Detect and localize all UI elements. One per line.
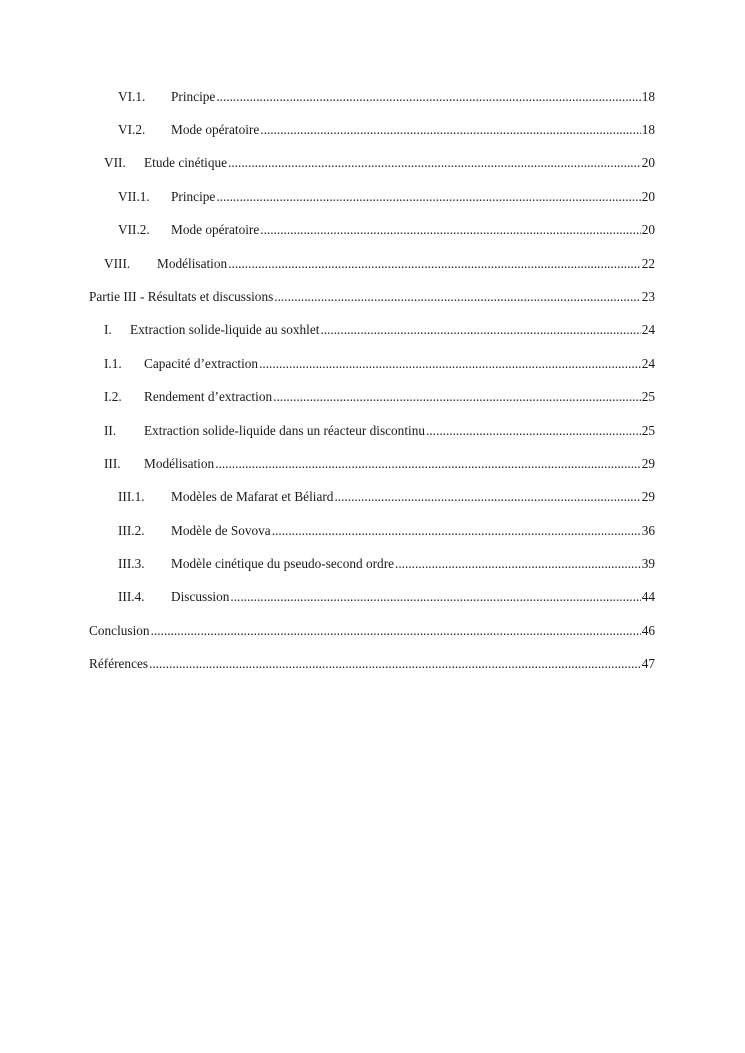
toc-entry[interactable] <box>104 455 655 473</box>
toc-entry-number: I. <box>104 322 112 337</box>
toc-entry[interactable] <box>118 522 655 540</box>
toc-entry-page: 18 <box>641 89 655 104</box>
toc-entry[interactable] <box>118 88 655 106</box>
toc-entry[interactable] <box>118 488 655 506</box>
toc-entry-number: I.2. <box>104 389 122 404</box>
toc-entry-page: 24 <box>641 356 655 371</box>
dot-leader <box>151 622 641 640</box>
toc-entry-page: 46 <box>641 623 655 638</box>
toc-entry-title: Conclusion <box>89 623 150 638</box>
toc-entry[interactable] <box>89 655 655 673</box>
toc-entry[interactable] <box>104 154 655 172</box>
dot-leader <box>259 355 641 373</box>
toc-entry-page: 25 <box>641 389 655 404</box>
toc-entry-page: 23 <box>641 289 655 304</box>
toc-entry-title: Rendement d’extraction <box>144 389 273 404</box>
toc-entry[interactable] <box>118 588 655 606</box>
toc-entry-page: 29 <box>641 489 655 504</box>
toc-entry-number: VII.1. <box>118 189 150 204</box>
toc-entry-page: 24 <box>641 322 655 337</box>
toc-entry-number: VI.1. <box>118 89 146 104</box>
dot-leader <box>274 288 640 306</box>
toc-entry-title: Modèle de Sovova <box>171 523 271 538</box>
toc-entry-page: 20 <box>641 189 655 204</box>
toc-entry-page: 25 <box>641 423 655 438</box>
toc-entry-number: VII.2. <box>118 222 150 237</box>
toc-entry-title: Extraction solide-liquide dans un réacteur discontinu <box>144 423 426 438</box>
toc-entry-page: 22 <box>641 256 655 271</box>
toc-entry-title: Références <box>89 656 149 671</box>
toc-entry-page: 20 <box>641 155 655 170</box>
dot-leader <box>273 388 641 406</box>
toc-entry-number: III.2. <box>118 523 145 538</box>
toc-entry-title: Partie III - Résultats et discussions <box>89 289 274 304</box>
toc-entry[interactable] <box>118 221 655 239</box>
dot-leader <box>149 655 641 673</box>
dot-leader <box>216 188 640 206</box>
toc-entry[interactable] <box>89 288 655 306</box>
toc-entry[interactable] <box>118 121 655 139</box>
toc-entry-page: 47 <box>641 656 655 671</box>
dot-leader <box>334 488 640 506</box>
toc-entry-number: VI.2. <box>118 122 146 137</box>
toc-entry-page: 20 <box>641 222 655 237</box>
toc-entry-number: III.4. <box>118 589 145 604</box>
dot-leader <box>272 522 641 540</box>
toc-entry-number: III.3. <box>118 556 145 571</box>
toc-entry-title: Principe <box>171 189 216 204</box>
toc-entry-title: Modèles de Mafarat et Béliard <box>171 489 334 504</box>
dot-leader <box>228 154 641 172</box>
toc-entry[interactable] <box>104 422 655 440</box>
toc-entry-title: Modélisation <box>144 456 215 471</box>
toc-entry-title: Discussion <box>171 589 230 604</box>
toc-entry-number: VIII. <box>104 256 131 271</box>
toc-entry[interactable] <box>118 555 655 573</box>
toc-entry[interactable] <box>104 321 655 339</box>
toc-entry-page: 44 <box>641 589 655 604</box>
toc-entry-page: 29 <box>641 456 655 471</box>
dot-leader <box>260 221 640 239</box>
toc-entry-number: I.1. <box>104 356 122 371</box>
toc-entry[interactable] <box>104 255 655 273</box>
dot-leader <box>216 88 640 106</box>
toc-entry-number: III.1. <box>118 489 145 504</box>
toc-entry-title: Modèle cinétique du pseudo-second ordre <box>171 556 395 571</box>
toc-entry-page: 18 <box>641 122 655 137</box>
dot-leader <box>230 588 640 606</box>
toc-entry-page: 39 <box>641 556 655 571</box>
dot-leader <box>395 555 641 573</box>
toc-entry-page: 36 <box>641 523 655 538</box>
toc-entry[interactable] <box>104 388 655 406</box>
toc-entry-title: Extraction solide-liquide au soxhlet <box>130 322 320 337</box>
toc-entry-number: III. <box>104 456 121 471</box>
toc-entry[interactable] <box>118 188 655 206</box>
dot-leader <box>320 321 640 339</box>
toc-entry-title: Capacité d’extraction <box>144 356 259 371</box>
toc-entry-number: II. <box>104 423 117 438</box>
toc-entry-title: Mode opératoire <box>171 122 260 137</box>
dot-leader <box>228 255 641 273</box>
dot-leader <box>260 121 640 139</box>
dot-leader <box>426 422 641 440</box>
toc-entry-number: VII. <box>104 155 126 170</box>
dot-leader <box>215 455 641 473</box>
toc-entry[interactable] <box>89 622 655 640</box>
toc-entry-title: Etude cinétique <box>144 155 228 170</box>
toc-entry-title: Modélisation <box>157 256 228 271</box>
toc-entry-title: Principe <box>171 89 216 104</box>
toc-entry-title: Mode opératoire <box>171 222 260 237</box>
toc-entry[interactable] <box>104 355 655 373</box>
